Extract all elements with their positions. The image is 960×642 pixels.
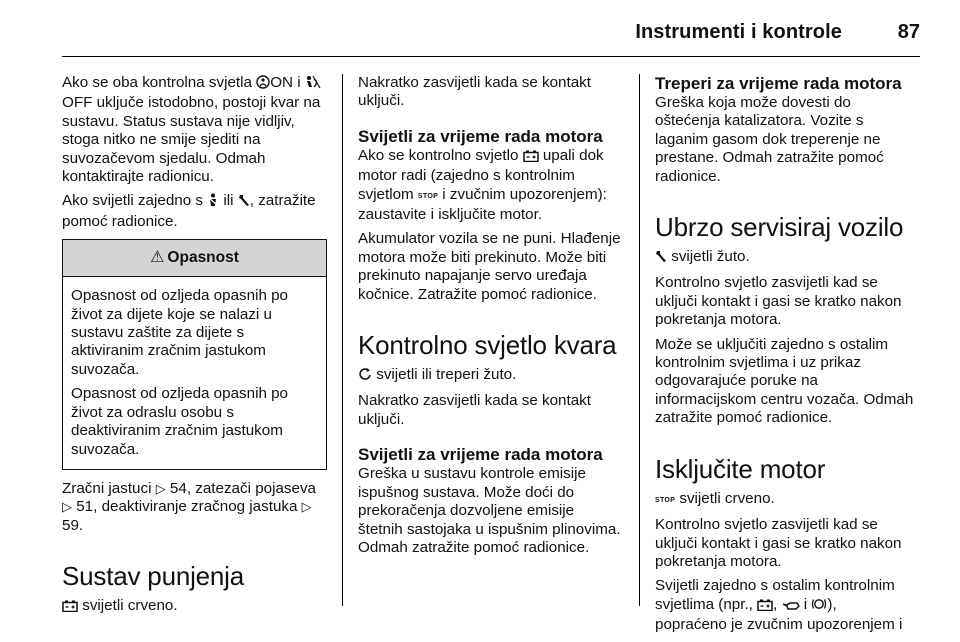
page-title: Instrumenti i kontrole <box>635 21 842 43</box>
battery-icon <box>757 598 773 616</box>
battery-not-charging-text: Akumulator vozila se ne puni. Hlađenje motora može biti prekinuto. Može biti prekinuto napajanje servo uređaja kočnice. Zatražite pomoć radionice. <box>358 230 621 303</box>
column-divider-1 <box>342 74 343 606</box>
warning-header <box>63 240 326 277</box>
charging-status-text: svijetli crveno. <box>62 597 327 617</box>
battery-icon <box>62 599 78 617</box>
airbag-status-paragraph: Ako se oba kontrolna svjetla ON i OFF uključe istodobno, postoji kvar na sustavu. Status sustava nije vidljiv, stoga nitko ne smije sjediti na suvozačevom sjedalu. Odmah kontaktirajte radionicu. <box>62 74 321 186</box>
seatbelt-icon <box>207 193 219 212</box>
page-link-51[interactable]: 51, deaktiviranje zračnog jastuka <box>76 498 298 516</box>
service-light-text-2: Može se uključiti zajedno s ostalim kontrolnim svjetlima i uz prikaz odgovarajuće poruke na informacijskom centru vozača. Odmah zatražite pomoć radionice. <box>655 335 914 427</box>
page-ref-arrow-icon: ▷ <box>155 480 166 496</box>
service-status-text: svijetli žuto. <box>655 248 920 268</box>
airbag-off-icon <box>305 75 321 94</box>
heading-charging-system: Sustav punjenja <box>62 561 245 592</box>
engine-icon <box>358 368 372 386</box>
malfunction-brief-text: Nakratko zasvijetli kada se kontakt uključi. <box>358 392 591 428</box>
page-link-54[interactable]: 54, zatezači pojaseva <box>169 479 316 497</box>
charging-running-text: Ako se kontrolno svjetlo upali dok motor radi (zajedno s kontrolnim svjetlom STOP i zvučnim upozorenjem): zaustavite i isključite motor. <box>358 146 607 224</box>
battery-icon <box>523 149 539 167</box>
service-wrench-icon <box>655 249 667 268</box>
danger-warning-box <box>62 239 327 470</box>
stop-status-text: STOP svijetli crveno. <box>655 489 775 507</box>
stop-light-text-2: Svijetli zajedno s ostalim kontrolnim svjetlima (npr., , i ), popraćeno je zvučnim upozorenjem i <box>655 577 903 634</box>
warning-body <box>63 277 326 469</box>
column-1 <box>62 74 327 624</box>
column-3 <box>655 74 920 641</box>
page-ref-arrow-icon: ▷ <box>62 499 72 515</box>
warning-triangle-icon: ⚠ <box>150 249 165 267</box>
heading-flashing-while-running: Treperi za vrijeme rada motora <box>655 74 902 93</box>
page-ref-arrow-icon: ▷ <box>301 499 312 515</box>
cross-reference-paragraph: Zračni jastuci ▷ 54, zatezači pojaseva ▷ 51, deaktiviranje zračnog jastuka ▷ 59. <box>62 479 316 534</box>
heading-malfunction-light: Kontrolno svjetlo kvara <box>358 330 617 361</box>
page-link-59[interactable]: 59. <box>62 516 84 534</box>
stop-icon: STOP <box>655 496 676 504</box>
header-divider <box>62 56 920 57</box>
airbag-on-icon <box>256 75 270 94</box>
column-divider-2 <box>639 74 640 606</box>
page-header <box>0 0 960 56</box>
service-light-text-1: Kontrolno svjetlo zasvijetli kad se uključi kontakt i gasi se kratko nakon pokretanja motora. <box>655 274 902 329</box>
catalyst-damage-text: Greška koja može dovesti do oštećenja katalizatora. Vozite s laganim gasom dok treperenje ne prestane. Odmah zatražite pomoć radionice. <box>655 94 884 185</box>
service-wrench-icon <box>238 193 250 212</box>
warning-title: Opasnost <box>167 249 239 267</box>
stop-light-text-1: Kontrolno svjetlo zasvijetli kad se uključi kontakt i gasi se kratko nakon pokretanja motora. <box>655 516 902 570</box>
heading-lit-while-running-2: Svijetli za vrijeme rada motora <box>358 445 603 465</box>
emission-error-text: Greška u sustavu kontrole emisije ispušnog sustava. Može doći do prekoračenja dozvoljene emisije štetnih sastojaka u ispušnim plinovima. Odmah zatražite pomoć radionice. <box>358 465 621 556</box>
airbag-combined-paragraph: Ako svijetli zajedno s ili , zatražite pomoć radionice. <box>62 192 316 230</box>
malfunction-status-text: svijetli ili treperi žuto. <box>358 366 623 386</box>
charging-brief-text: Nakratko zasvijetli kada se kontakt uključi. <box>358 74 591 110</box>
stop-icon: STOP <box>417 192 439 200</box>
warning-text-2: Opasnost od ozljeda opasnih po život za odraslu osobu s deaktiviranim zračnim jastukom suvozača. <box>71 385 289 458</box>
brake-icon <box>811 597 827 616</box>
column-2 <box>358 74 623 563</box>
heading-service-vehicle-soon: Ubrzo servisiraj vozilo <box>655 212 904 243</box>
warning-text-1: Opasnost od ozljeda opasnih po život za dijete koje se nalazi u sustavu zaštite za dijete s aktiviranim zračnim jastukom suvozača. <box>71 287 289 378</box>
page-number: 87 <box>897 21 920 43</box>
heading-stop-engine: Isključite motor <box>655 453 826 484</box>
oil-pressure-icon <box>782 598 800 616</box>
heading-lit-while-running-1: Svijetli za vrijeme rada motora <box>358 126 603 146</box>
